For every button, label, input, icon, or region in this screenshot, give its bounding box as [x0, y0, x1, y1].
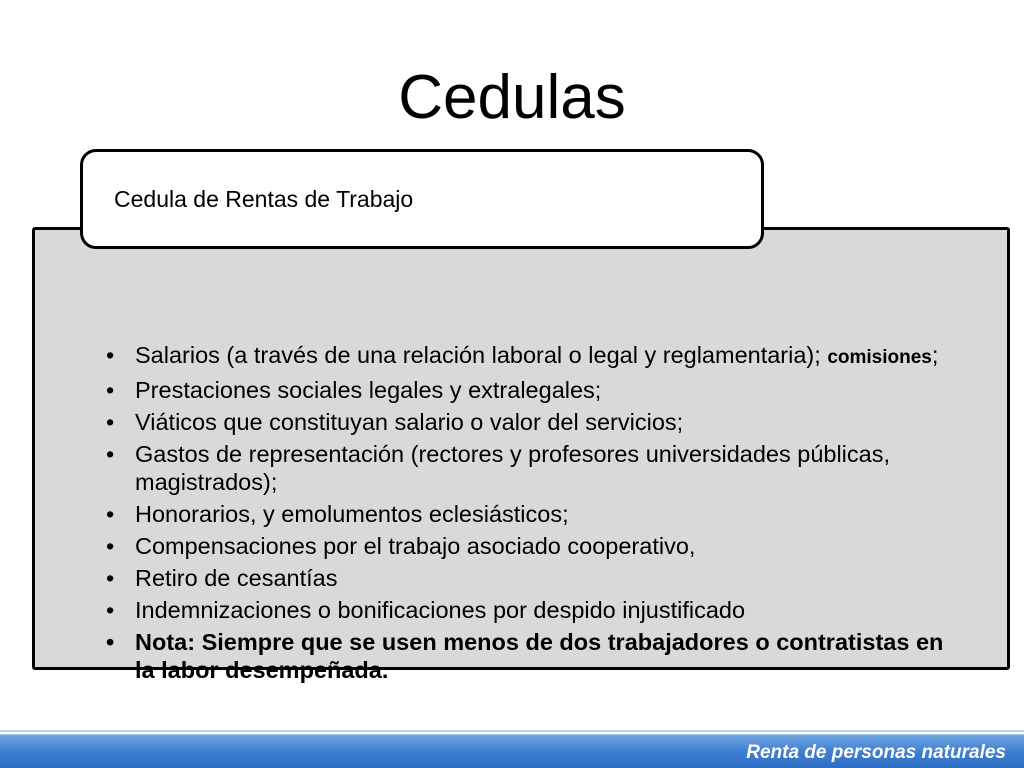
list-item	[106, 500, 966, 528]
bullet-text: Prestaciones sociales legales y extralegales;	[135, 377, 602, 403]
bullet-text: Retiro de cesantías	[135, 565, 338, 591]
cedula-tab-label: Cedula de Rentas de Trabajo	[114, 186, 414, 212]
list-item	[106, 440, 966, 496]
bullet-text: Salarios (a través de una relación laboral o legal y reglamentaria);	[135, 342, 828, 368]
bullet-text: Indemnizaciones o bonificaciones por despido injustificado	[135, 597, 746, 623]
list-item	[106, 532, 966, 560]
list-item	[106, 376, 966, 404]
footer-bar	[0, 734, 1024, 768]
bullet-text: Compensaciones por el trabajo asociado cooperativo,	[135, 533, 696, 559]
bullet-tail: ;	[931, 342, 939, 368]
bullet-text: Viáticos que constituyan salario o valor del servicios;	[135, 409, 684, 435]
cedula-tab	[80, 149, 764, 249]
bullet-list	[106, 341, 966, 688]
list-item	[106, 564, 966, 592]
footer-divider	[0, 730, 1024, 732]
bullet-emphasis: comisiones	[827, 347, 932, 368]
bullet-text: Honorarios, y emolumentos eclesiásticos;	[135, 501, 569, 527]
list-item	[106, 341, 966, 372]
footer-label: Renta de personas naturales	[746, 742, 1006, 763]
bullet-text: Gastos de representación (rectores y profesores universidades públicas, magistrados);	[135, 441, 890, 495]
note-item	[106, 628, 966, 684]
list-item	[106, 596, 966, 624]
note-text: Nota: Siempre que se usen menos de dos trabajadores o contratistas en la labor desempeñada.	[135, 629, 944, 683]
slide-title: Cedulas	[398, 63, 626, 132]
list-item	[106, 408, 966, 436]
